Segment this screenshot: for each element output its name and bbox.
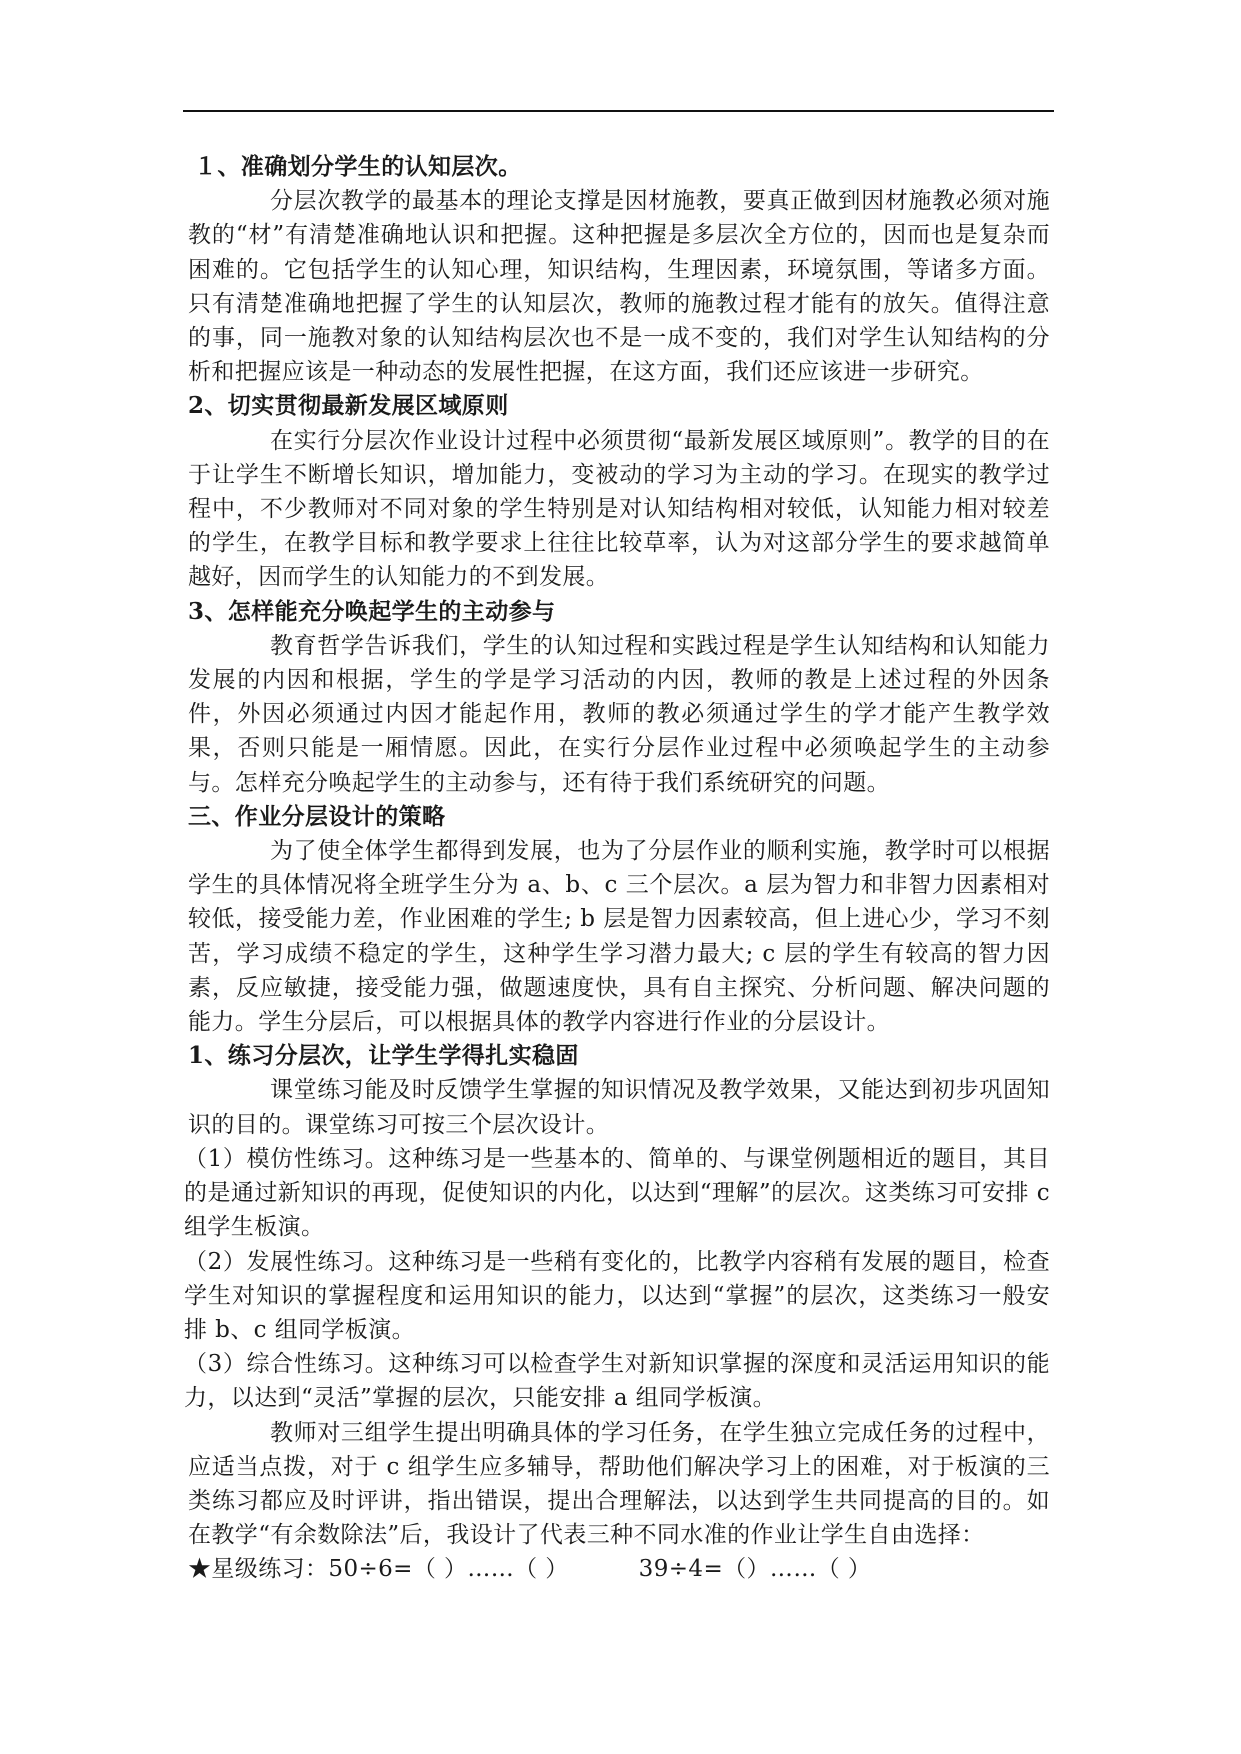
document-body: [184, 150, 1051, 1587]
list-item-comprehensive-practice: （3）综合性练习。这种练习可以检查学生对新知识掌握的深度和灵活运用知识的能力，以达到“灵活”掌握的层次，只能安排 a 组同学板演。: [184, 1351, 1050, 1412]
heading-active-participation: 3、怎样能充分唤起学生的主动参与: [188, 597, 556, 625]
heading-development-zone: 2、切实贯彻最新发展区域原则: [188, 392, 509, 420]
paragraph: 课堂练习能及时反馈学生掌握的知识情况及教学效果，又能达到初步巩固知识的目的。课堂练习可按三个层次设计。: [188, 1077, 1050, 1138]
heading-cognitive-levels: １、准确划分学生的认知层次。: [194, 153, 522, 180]
star-exercise-label: ★星级练习：: [188, 1556, 329, 1583]
paragraph: 在实行分层次作业设计过程中必须贯彻“最新发展区域原则”。教学的目的在于让学生不断增长知识，增加能力，变被动的学习为主动的学习。在现实的教学过程中，不少教师对不同对象的学生特别是对认知结构相对较低，认知能力相对较差的学生，在教学目标和教学要求上往往比较草率，认为对这部分学生的要求越简单越好，因而学生的认知能力的不到发展。: [188, 427, 1050, 591]
heading-layered-practice: 1、练习分层次，让学生学得扎实稳固: [188, 1042, 579, 1070]
paragraph: 教育哲学告诉我们，学生的认知过程和实践过程是学生认知结构和认知能力发展的内因和根据，学生的学是学习活动的内因，教师的教是上述过程的外因条件，外因必须通过内因才能起作用，教师的教必须通过学生的学才能产生教学效果，否则只能是一厢情愿。因此，在实行分层作业过程中必须唤起学生的主动参与。怎样充分唤起学生的主动参与，还有待于我们系统研究的问题。: [188, 632, 1050, 796]
heading-layered-strategy: 三、作业分层设计的策略: [188, 802, 446, 830]
list-item-development-practice: （2）发展性练习。这种练习是一些稍有变化的，比教学内容稍有发展的题目，检查学生对知识的掌握程度和运用知识的能力，以达到“掌握”的层次，这类练习一般安排 b、c 组同学板演。: [184, 1248, 1050, 1343]
paragraph: 教师对三组学生提出明确具体的学习任务，在学生独立完成任务的过程中，应适当点拨，对于 c 组学生应多辅导，帮助他们解决学习上的困难，对于板演的三类练习都应及时评讲，指出错误，提出合理解法，以达到学生共同提高的目的。如在教学“有余数除法”后，我设计了代表三种不同水准的作业让学生自由选择：: [188, 1419, 1051, 1549]
exercise-problem-2: 39÷4=（）……（ ）: [638, 1556, 872, 1583]
star-exercise-line: [188, 1552, 1050, 1586]
exercise-problem-1: 50÷6=（ ）……（ ）: [328, 1556, 569, 1583]
paragraph: 为了使全体学生都得到发展，也为了分层作业的顺利实施，教学时可以根据学生的具体情况将全班学生分为 a、b、c 三个层次。a 层为智力和非智力因素相对较低，接受能力差，作业困难的学生; b 层是智力因素较高，但上进心少，学习不刻苦，学习成绩不稳定的学生，这种学生学习潜力最大; c 层的学生有较高的智力因素，反应敏捷，接受能力强，做题速度快，具有自主探究、分析问题、解决问题的能力。学生分层后，可以根据具体的教学内容进行作业的分层设计。: [188, 838, 1050, 1036]
paragraph: 分层次教学的最基本的理论支撑是因材施教，要真正做到因材施教必须对施教的“材”有清楚准确地认识和把握。这种把握是多层次全方位的，因而也是复杂而困难的。它包括学生的认知心理，知识结构，生理因素，环境氛围，等诸多方面。只有清楚准确地把握了学生的认知层次，教师的施教过程才能有的放矢。值得注意的事，同一施教对象的认知结构层次也不是一成不变的，我们对学生认知结构的分析和把握应该是一种动态的发展性把握，在这方面，我们还应该进一步研究。: [188, 188, 1050, 386]
list-item-imitation-practice: （1）模仿性练习。这种练习是一些基本的、简单的、与课堂例题相近的题目，其目的是通过新知识的再现，促使知识的内化，以达到“理解”的层次。这类练习可安排 c 组学生板演。: [184, 1145, 1050, 1241]
header-rule: [183, 110, 1054, 112]
